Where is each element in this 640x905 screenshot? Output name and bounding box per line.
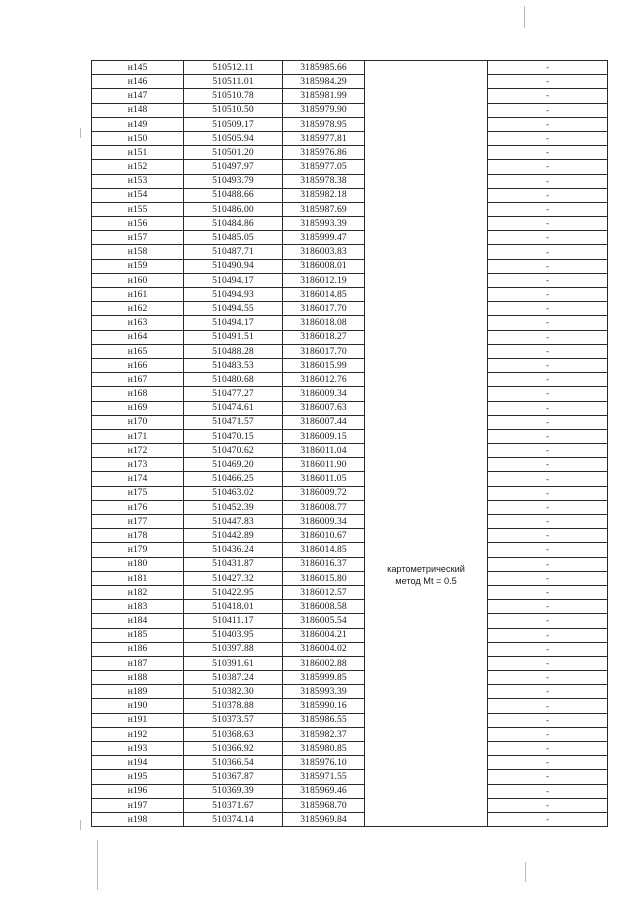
x-coordinate-cell: 510486.00 (184, 202, 283, 216)
table-row (92, 344, 608, 358)
x-coordinate-cell: 510378.88 (184, 699, 283, 713)
y-coordinate-cell: 3185986.55 (283, 713, 365, 727)
y-coordinate-cell: 3186015.99 (283, 358, 365, 372)
method-text-line1: картометрический (387, 564, 465, 574)
y-coordinate-cell: 3186014.85 (283, 288, 365, 302)
y-coordinate-cell: 3186005.54 (283, 614, 365, 628)
method-cell (365, 61, 488, 827)
point-name-cell: н159 (92, 259, 184, 273)
table-row (92, 671, 608, 685)
y-coordinate-cell: 3186008.01 (283, 259, 365, 273)
method-text-line2: метод Mt = 0.5 (395, 576, 457, 586)
dash-cell: - (488, 387, 608, 401)
table-row (92, 131, 608, 145)
x-coordinate-cell: 510470.15 (184, 429, 283, 443)
point-name-cell: н174 (92, 472, 184, 486)
point-name-cell: н157 (92, 231, 184, 245)
scan-artifact-line (525, 862, 526, 882)
y-coordinate-cell: 3186012.57 (283, 585, 365, 599)
x-coordinate-cell: 510371.67 (184, 798, 283, 812)
point-name-cell: н176 (92, 500, 184, 514)
x-coordinate-cell: 510447.83 (184, 515, 283, 529)
table-row (92, 259, 608, 273)
x-coordinate-cell: 510368.63 (184, 727, 283, 741)
y-coordinate-cell: 3186003.83 (283, 245, 365, 259)
point-name-cell: н153 (92, 174, 184, 188)
point-name-cell: н192 (92, 727, 184, 741)
y-coordinate-cell: 3186004.02 (283, 642, 365, 656)
x-coordinate-cell: 510490.94 (184, 259, 283, 273)
table-row (92, 515, 608, 529)
y-coordinate-cell: 3185982.37 (283, 727, 365, 741)
point-name-cell: н154 (92, 188, 184, 202)
dash-cell: - (488, 61, 608, 75)
dash-cell: - (488, 642, 608, 656)
x-coordinate-cell: 510510.78 (184, 89, 283, 103)
table-row (92, 472, 608, 486)
table-row (92, 571, 608, 585)
y-coordinate-cell: 3185978.38 (283, 174, 365, 188)
x-coordinate-cell: 510494.17 (184, 316, 283, 330)
y-coordinate-cell: 3186011.05 (283, 472, 365, 486)
point-name-cell: н195 (92, 770, 184, 784)
table-row (92, 727, 608, 741)
x-coordinate-cell: 510488.66 (184, 188, 283, 202)
table-row (92, 444, 608, 458)
x-coordinate-cell: 510418.01 (184, 600, 283, 614)
y-coordinate-cell: 3185980.85 (283, 742, 365, 756)
dash-cell: - (488, 770, 608, 784)
table-row (92, 770, 608, 784)
point-name-cell: н149 (92, 117, 184, 131)
y-coordinate-cell: 3185999.47 (283, 231, 365, 245)
table-row (92, 231, 608, 245)
scan-artifact-line (80, 820, 81, 830)
dash-cell: - (488, 444, 608, 458)
scan-artifact-line (97, 840, 98, 890)
table-row (92, 642, 608, 656)
table-row (92, 160, 608, 174)
dash-cell: - (488, 671, 608, 685)
point-name-cell: н172 (92, 444, 184, 458)
point-name-cell: н173 (92, 458, 184, 472)
x-coordinate-cell: 510373.57 (184, 713, 283, 727)
y-coordinate-cell: 3185977.81 (283, 131, 365, 145)
table-row (92, 543, 608, 557)
x-coordinate-cell: 510491.51 (184, 330, 283, 344)
point-name-cell: н168 (92, 387, 184, 401)
x-coordinate-cell: 510494.17 (184, 273, 283, 287)
coordinates-table-body (92, 61, 608, 827)
table-row (92, 330, 608, 344)
y-coordinate-cell: 3185987.69 (283, 202, 365, 216)
x-coordinate-cell: 510494.55 (184, 302, 283, 316)
x-coordinate-cell: 510494.93 (184, 288, 283, 302)
x-coordinate-cell: 510367.87 (184, 770, 283, 784)
dash-cell: - (488, 401, 608, 415)
dash-cell: - (488, 699, 608, 713)
x-coordinate-cell: 510366.92 (184, 742, 283, 756)
dash-cell: - (488, 89, 608, 103)
point-name-cell: н196 (92, 784, 184, 798)
y-coordinate-cell: 3185984.29 (283, 75, 365, 89)
point-name-cell: н155 (92, 202, 184, 216)
x-coordinate-cell: 510501.20 (184, 146, 283, 160)
x-coordinate-cell: 510483.53 (184, 358, 283, 372)
y-coordinate-cell: 3185976.86 (283, 146, 365, 160)
x-coordinate-cell: 510512.11 (184, 61, 283, 75)
y-coordinate-cell: 3185981.99 (283, 89, 365, 103)
y-coordinate-cell: 3185978.95 (283, 117, 365, 131)
table-row (92, 61, 608, 75)
y-coordinate-cell: 3185993.39 (283, 217, 365, 231)
x-coordinate-cell: 510382.30 (184, 685, 283, 699)
scan-artifact-line (80, 128, 81, 138)
dash-cell: - (488, 727, 608, 741)
point-name-cell: н193 (92, 742, 184, 756)
dash-cell: - (488, 273, 608, 287)
y-coordinate-cell: 3186004.21 (283, 628, 365, 642)
table-row (92, 812, 608, 826)
point-name-cell: н161 (92, 288, 184, 302)
x-coordinate-cell: 510463.02 (184, 486, 283, 500)
dash-cell: - (488, 330, 608, 344)
point-name-cell: н191 (92, 713, 184, 727)
table-row (92, 288, 608, 302)
table-row (92, 798, 608, 812)
table-row (92, 628, 608, 642)
y-coordinate-cell: 3186009.34 (283, 387, 365, 401)
x-coordinate-cell: 510466.25 (184, 472, 283, 486)
table-row (92, 429, 608, 443)
table-row (92, 245, 608, 259)
x-coordinate-cell: 510488.28 (184, 344, 283, 358)
y-coordinate-cell: 3186012.19 (283, 273, 365, 287)
x-coordinate-cell: 510484.86 (184, 217, 283, 231)
point-name-cell: н169 (92, 401, 184, 415)
point-name-cell: н184 (92, 614, 184, 628)
point-name-cell: н190 (92, 699, 184, 713)
table-row (92, 600, 608, 614)
point-name-cell: н189 (92, 685, 184, 699)
x-coordinate-cell: 510477.27 (184, 387, 283, 401)
dash-cell: - (488, 131, 608, 145)
table-row (92, 713, 608, 727)
dash-cell: - (488, 685, 608, 699)
y-coordinate-cell: 3185971.55 (283, 770, 365, 784)
dash-cell: - (488, 75, 608, 89)
dash-cell: - (488, 486, 608, 500)
table-row (92, 614, 608, 628)
dash-cell: - (488, 358, 608, 372)
table-row (92, 784, 608, 798)
point-name-cell: н158 (92, 245, 184, 259)
dash-cell: - (488, 756, 608, 770)
point-name-cell: н151 (92, 146, 184, 160)
point-name-cell: н178 (92, 529, 184, 543)
table-row (92, 358, 608, 372)
y-coordinate-cell: 3186009.72 (283, 486, 365, 500)
table-row (92, 316, 608, 330)
table-row (92, 387, 608, 401)
dash-cell: - (488, 585, 608, 599)
coordinates-table (91, 60, 608, 827)
table-row (92, 529, 608, 543)
point-name-cell: н181 (92, 571, 184, 585)
point-name-cell: н147 (92, 89, 184, 103)
table-row (92, 756, 608, 770)
dash-cell: - (488, 117, 608, 131)
dash-cell: - (488, 288, 608, 302)
x-coordinate-cell: 510480.68 (184, 373, 283, 387)
dash-cell: - (488, 174, 608, 188)
dash-cell: - (488, 812, 608, 826)
table-row (92, 202, 608, 216)
dash-cell: - (488, 415, 608, 429)
table-row (92, 699, 608, 713)
dash-cell: - (488, 103, 608, 117)
point-name-cell: н166 (92, 358, 184, 372)
x-coordinate-cell: 510470.62 (184, 444, 283, 458)
dash-cell: - (488, 543, 608, 557)
x-coordinate-cell: 510497.97 (184, 160, 283, 174)
point-name-cell: н198 (92, 812, 184, 826)
x-coordinate-cell: 510485.05 (184, 231, 283, 245)
x-coordinate-cell: 510422.95 (184, 585, 283, 599)
point-name-cell: н186 (92, 642, 184, 656)
point-name-cell: н150 (92, 131, 184, 145)
y-coordinate-cell: 3186018.08 (283, 316, 365, 330)
table-row (92, 685, 608, 699)
y-coordinate-cell: 3186018.27 (283, 330, 365, 344)
point-name-cell: н145 (92, 61, 184, 75)
point-name-cell: н146 (92, 75, 184, 89)
point-name-cell: н148 (92, 103, 184, 117)
table-row (92, 656, 608, 670)
dash-cell: - (488, 458, 608, 472)
y-coordinate-cell: 3186017.70 (283, 302, 365, 316)
x-coordinate-cell: 510510.50 (184, 103, 283, 117)
dash-cell: - (488, 259, 608, 273)
point-name-cell: н164 (92, 330, 184, 344)
x-coordinate-cell: 510511.01 (184, 75, 283, 89)
table-row (92, 415, 608, 429)
x-coordinate-cell: 510442.89 (184, 529, 283, 543)
y-coordinate-cell: 3185969.46 (283, 784, 365, 798)
dash-cell: - (488, 429, 608, 443)
dash-cell: - (488, 656, 608, 670)
table-row (92, 401, 608, 415)
x-coordinate-cell: 510436.24 (184, 543, 283, 557)
dash-cell: - (488, 231, 608, 245)
point-name-cell: н194 (92, 756, 184, 770)
table-row (92, 458, 608, 472)
point-name-cell: н177 (92, 515, 184, 529)
x-coordinate-cell: 510509.17 (184, 117, 283, 131)
y-coordinate-cell: 3186017.70 (283, 344, 365, 358)
y-coordinate-cell: 3186007.63 (283, 401, 365, 415)
y-coordinate-cell: 3186015.80 (283, 571, 365, 585)
y-coordinate-cell: 3185999.85 (283, 671, 365, 685)
table-row (92, 89, 608, 103)
dash-cell: - (488, 515, 608, 529)
table-row (92, 742, 608, 756)
point-name-cell: н187 (92, 656, 184, 670)
y-coordinate-cell: 3186008.77 (283, 500, 365, 514)
table-row (92, 146, 608, 160)
point-name-cell: н167 (92, 373, 184, 387)
x-coordinate-cell: 510387.24 (184, 671, 283, 685)
point-name-cell: н160 (92, 273, 184, 287)
point-name-cell: н152 (92, 160, 184, 174)
point-name-cell: н171 (92, 429, 184, 443)
dash-cell: - (488, 529, 608, 543)
dash-cell: - (488, 500, 608, 514)
table-row (92, 188, 608, 202)
table-row (92, 103, 608, 117)
x-coordinate-cell: 510469.20 (184, 458, 283, 472)
dash-cell: - (488, 571, 608, 585)
y-coordinate-cell: 3185968.70 (283, 798, 365, 812)
dash-cell: - (488, 146, 608, 160)
y-coordinate-cell: 3186014.85 (283, 543, 365, 557)
point-name-cell: н188 (92, 671, 184, 685)
x-coordinate-cell: 510452.39 (184, 500, 283, 514)
dash-cell: - (488, 344, 608, 358)
dash-cell: - (488, 628, 608, 642)
x-coordinate-cell: 510374.14 (184, 812, 283, 826)
y-coordinate-cell: 3186009.34 (283, 515, 365, 529)
point-name-cell: н162 (92, 302, 184, 316)
x-coordinate-cell: 510487.71 (184, 245, 283, 259)
y-coordinate-cell: 3186011.04 (283, 444, 365, 458)
table-row (92, 557, 608, 571)
x-coordinate-cell: 510411.17 (184, 614, 283, 628)
dash-cell: - (488, 600, 608, 614)
y-coordinate-cell: 3185977.05 (283, 160, 365, 174)
dash-cell: - (488, 202, 608, 216)
scan-artifact-line (524, 6, 525, 28)
table-row (92, 75, 608, 89)
dash-cell: - (488, 373, 608, 387)
point-name-cell: н163 (92, 316, 184, 330)
y-coordinate-cell: 3185969.84 (283, 812, 365, 826)
table-row (92, 302, 608, 316)
y-coordinate-cell: 3186007.44 (283, 415, 365, 429)
x-coordinate-cell: 510391.61 (184, 656, 283, 670)
x-coordinate-cell: 510369.39 (184, 784, 283, 798)
y-coordinate-cell: 3186012.76 (283, 373, 365, 387)
dash-cell: - (488, 614, 608, 628)
x-coordinate-cell: 510397.88 (184, 642, 283, 656)
dash-cell: - (488, 217, 608, 231)
dash-cell: - (488, 316, 608, 330)
y-coordinate-cell: 3185993.39 (283, 685, 365, 699)
table-row (92, 373, 608, 387)
dash-cell: - (488, 302, 608, 316)
point-name-cell: н180 (92, 557, 184, 571)
table-row (92, 486, 608, 500)
y-coordinate-cell: 3185979.90 (283, 103, 365, 117)
y-coordinate-cell: 3186011.90 (283, 458, 365, 472)
table-row (92, 500, 608, 514)
point-name-cell: н183 (92, 600, 184, 614)
point-name-cell: н179 (92, 543, 184, 557)
point-name-cell: н175 (92, 486, 184, 500)
point-name-cell: н165 (92, 344, 184, 358)
x-coordinate-cell: 510403.95 (184, 628, 283, 642)
y-coordinate-cell: 3185976.10 (283, 756, 365, 770)
x-coordinate-cell: 510366.54 (184, 756, 283, 770)
dash-cell: - (488, 713, 608, 727)
y-coordinate-cell: 3185982.18 (283, 188, 365, 202)
table-row (92, 217, 608, 231)
dash-cell: - (488, 798, 608, 812)
point-name-cell: н170 (92, 415, 184, 429)
y-coordinate-cell: 3186008.58 (283, 600, 365, 614)
y-coordinate-cell: 3185985.66 (283, 61, 365, 75)
point-name-cell: н182 (92, 585, 184, 599)
point-name-cell: н197 (92, 798, 184, 812)
dash-cell: - (488, 742, 608, 756)
y-coordinate-cell: 3186010.67 (283, 529, 365, 543)
dash-cell: - (488, 472, 608, 486)
table-row (92, 174, 608, 188)
table-row (92, 585, 608, 599)
point-name-cell: н156 (92, 217, 184, 231)
y-coordinate-cell: 3186016.37 (283, 557, 365, 571)
dash-cell: - (488, 784, 608, 798)
y-coordinate-cell: 3185990.16 (283, 699, 365, 713)
point-name-cell: н185 (92, 628, 184, 642)
x-coordinate-cell: 510471.57 (184, 415, 283, 429)
dash-cell: - (488, 557, 608, 571)
dash-cell: - (488, 188, 608, 202)
y-coordinate-cell: 3186002.88 (283, 656, 365, 670)
x-coordinate-cell: 510505.94 (184, 131, 283, 145)
x-coordinate-cell: 510474.61 (184, 401, 283, 415)
y-coordinate-cell: 3186009.15 (283, 429, 365, 443)
dash-cell: - (488, 160, 608, 174)
x-coordinate-cell: 510431.87 (184, 557, 283, 571)
dash-cell: - (488, 245, 608, 259)
table-row (92, 117, 608, 131)
x-coordinate-cell: 510427.32 (184, 571, 283, 585)
table-row (92, 273, 608, 287)
x-coordinate-cell: 510493.79 (184, 174, 283, 188)
